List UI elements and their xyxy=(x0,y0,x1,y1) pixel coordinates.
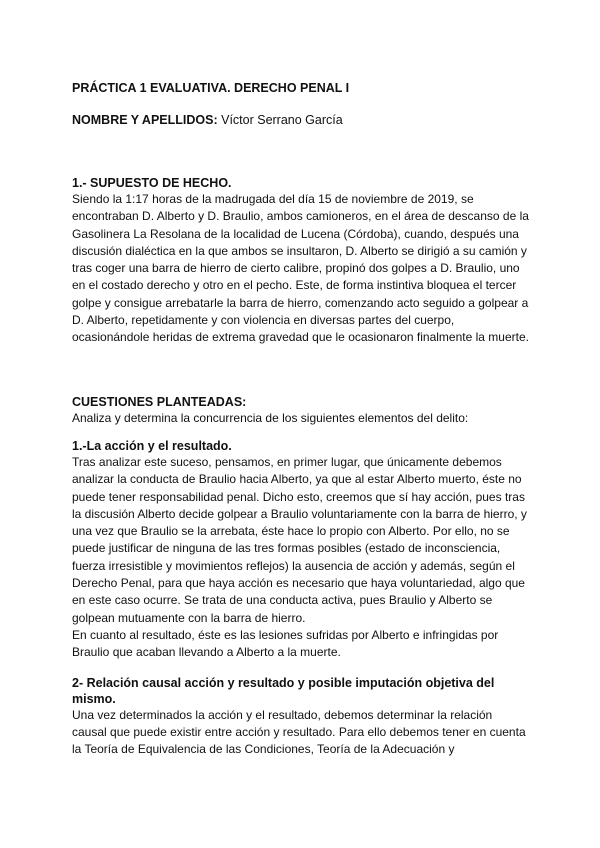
section2-intro: Analiza y determina la concurrencia de los siguientes elementos del delito: xyxy=(72,410,469,425)
question2-paragraph-1: Una vez determinados la acción y el resultado, debemos determinar la relación causal que puede existir entre acción y resultado. Para ello debemos tener en cuenta la Teoría de Equivalencia de las Condiciones, Teoría de la Adecuación y xyxy=(72,707,526,757)
name-row xyxy=(72,112,530,128)
document-title: PRÁCTICA 1 EVALUATIVA. DERECHO PENAL I xyxy=(72,81,350,95)
question1-paragraph-1: Tras analizar este suceso, pensamos, en primer lugar, que únicamente debemos analizar la conducta de Braulio hacia Alberto, ya que al estar Alberto muerto, éste no puede tener responsabilidad penal. Dicho esto, creemos que sí hay acción, pues tras la discusión Alberto decide golpear a Braulio voluntariamente con la barra de hierro, y una vez que Braulio se la arrebata, éste hace lo propio con Alberto. Por ello, no se puede justificar de ninguna de las tres formas posibles (estado de inconsciencia, fuerza irresistible y movimientos reflejos) la ausencia de acción y además, según el Derecho Penal, para que haya acción es necesario que haya voluntariedad, algo que en este caso ocurre. Se trata de una conducta activa, pues Braulio y Alberto se golpean mutuamente con la barra de hierro. xyxy=(72,454,527,625)
name-value: Víctor Serrano García xyxy=(221,113,343,127)
section1-heading: 1.- SUPUESTO DE HECHO. xyxy=(72,176,232,190)
question1-heading: 1.-La acción y el resultado. xyxy=(72,438,232,453)
section1-paragraph: Siendo la 1:17 horas de la madrugada del día 15 de noviembre de 2019, se encontraban D. Alberto y D. Braulio, ambos camioneros, en el área de descanso de la Gasolinera La Resolana de la localidad de Lucena (Córdoba), cuando, después una discusión dialéctica en la que ambos se insultaron, D. Alberto se dirigió a su camión y tras coger una barra de hierro de cierto calibre, propinó dos golpes a D. Braulio, uno en el costado derecho y otro en el pecho. Este, de forma instintiva bloquea el tercer golpe y consigue arrebatarle la barra de hierro, comenzando acto seguido a golpear a D. Alberto, repetidamente y con violencia en diversas partes del cuerpo, ocasionándole heridas de extrema gravedad que le ocasionaron finalmente la muerte. xyxy=(72,192,529,345)
question2-heading: 2- Relación causal acción y resultado y posible imputación objetiva del mismo. xyxy=(72,675,495,706)
question1-paragraph-2: En cuanto al resultado, éste es las lesiones sufridas por Alberto e infringidas por Braulio que acaban llevando a Alberto a la muerte. xyxy=(72,627,499,660)
name-label: NOMBRE Y APELLIDOS: xyxy=(72,113,218,127)
section2-heading: CUESTIONES PLANTEADAS: xyxy=(72,394,247,409)
